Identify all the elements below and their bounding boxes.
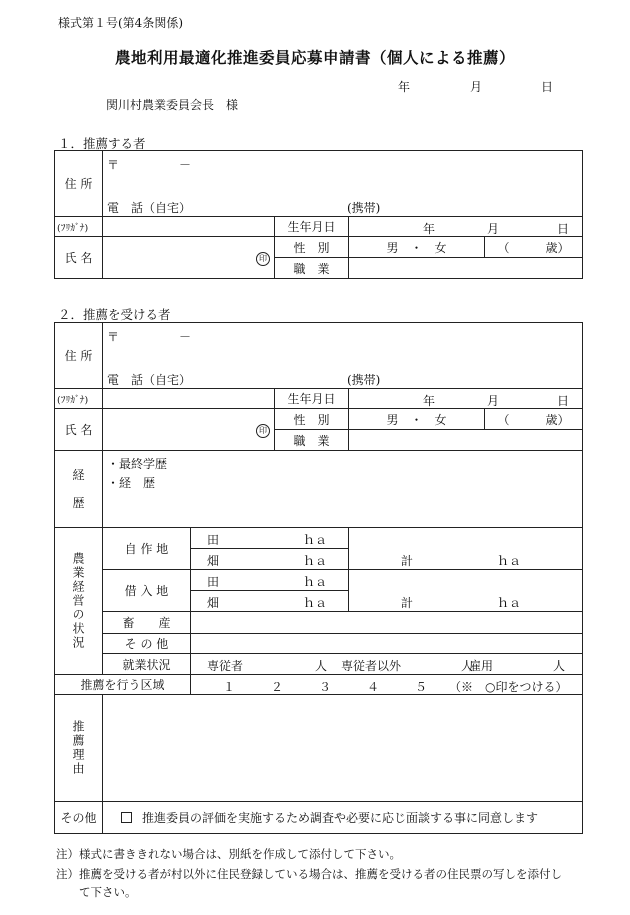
livestock-field[interactable]: [191, 612, 583, 634]
date-month: 月: [470, 80, 483, 94]
area-field[interactable]: [191, 675, 583, 695]
rented-field-row[interactable]: [191, 591, 349, 612]
career-education: ・最終学歴: [107, 457, 168, 471]
occupation-field[interactable]: [349, 258, 583, 279]
rented-field-label: 畑: [207, 596, 220, 610]
own-paddy-label: 田: [207, 533, 220, 547]
nominee-birth-year: 年: [423, 394, 436, 408]
sex-label: 性 別: [275, 237, 349, 258]
name-label: 氏 名: [55, 237, 103, 279]
employment-hired: 雇用 人: [469, 659, 566, 673]
nominee-birth-month: 月: [487, 394, 500, 408]
postal-field[interactable]: 〒 －: [103, 151, 583, 178]
phone-field[interactable]: [103, 199, 583, 217]
rented-field-unit: ｈａ: [303, 596, 328, 610]
rented-land-label: 借 入 地: [103, 570, 191, 612]
birth-year: 年: [423, 222, 436, 236]
section2-heading: ２．推薦を受ける者: [58, 307, 171, 322]
farm-status-label-cell: [55, 528, 103, 675]
furigana-label: (ﾌﾘｶﾞﾅ): [55, 217, 103, 237]
nominee-name-field[interactable]: [103, 409, 275, 451]
address-field[interactable]: [103, 178, 583, 199]
consent-text: 推進委員の評価を実施するため調査や必要に応じ面談する事に同意します: [142, 811, 539, 825]
age-field[interactable]: （ 歳）: [485, 237, 583, 258]
nominee-furigana-label: (ﾌﾘｶﾞﾅ): [55, 389, 103, 409]
birth-month: 月: [487, 222, 500, 236]
own-total-field[interactable]: [349, 528, 583, 570]
section1-heading: １．推薦する者: [58, 136, 146, 151]
other-label: その他: [55, 802, 103, 834]
nominee-phone-field[interactable]: [103, 371, 583, 389]
career-field[interactable]: [103, 451, 583, 528]
page-title: 農地利用最適化推進委員応募申請書（個人による推薦）: [114, 48, 515, 67]
nominee-name-label: 氏 名: [55, 409, 103, 451]
other-farm-field[interactable]: [191, 634, 583, 654]
own-total-label: 計: [401, 554, 414, 568]
area-options[interactable]: １ ２ ３ ４ ５: [223, 680, 428, 694]
employment-field[interactable]: [191, 654, 583, 675]
name-field[interactable]: [103, 237, 275, 279]
nominee-occupation-label: 職 業: [275, 430, 349, 451]
nominee-address-field[interactable]: [103, 350, 583, 371]
rented-total-unit: ｈａ: [497, 596, 522, 610]
nominee-phone-mobile-label: (携帯): [347, 372, 381, 387]
nominee-birth-day: 日: [557, 394, 570, 408]
rented-paddy-label: 田: [207, 575, 220, 589]
note-2-continued: て下さい。: [56, 885, 137, 899]
seal-mark: 印: [256, 252, 270, 266]
farm-status-label: 農業経営の状況: [71, 552, 85, 650]
reason-label-cell: [55, 695, 103, 802]
own-paddy-row[interactable]: [191, 528, 349, 549]
nominee-sex-label: 性 別: [275, 409, 349, 430]
furigana-field[interactable]: [103, 217, 275, 237]
reason-label: 推薦理由: [71, 720, 85, 776]
birth-day: 日: [557, 222, 570, 236]
sex-field[interactable]: 男 ・ 女: [349, 237, 485, 258]
other-farm-label: そ の 他: [103, 634, 191, 654]
rented-paddy-unit: ｈａ: [303, 575, 328, 589]
birthdate-label: 生年月日: [275, 217, 349, 237]
employment-label: 就業状況: [103, 654, 191, 675]
career-history: ・経 歴: [107, 476, 156, 490]
own-paddy-unit: ｈａ: [303, 533, 328, 547]
area-label: 推薦を行う区域: [55, 675, 191, 695]
nominee-age-field[interactable]: （ 歳）: [485, 409, 583, 430]
phone-home-label: 電 話（自宅）: [107, 200, 192, 215]
nominee-sex-field[interactable]: 男 ・ 女: [349, 409, 485, 430]
own-field-label: 畑: [207, 554, 220, 568]
nominee-address-label: 住 所: [55, 323, 103, 389]
note-1: 注）様式に書ききれない場合は、別紙を作成して添付して下さい。: [56, 847, 401, 861]
date-year: 年: [398, 80, 411, 94]
own-field-unit: ｈａ: [303, 554, 328, 568]
nominee-table: [54, 322, 583, 834]
address-label: 住 所: [55, 151, 103, 217]
livestock-label: 畜 産: [103, 612, 191, 634]
own-total-unit: ｈａ: [497, 554, 522, 568]
employment-other: 専従者以外 人: [341, 659, 474, 673]
nominee-furigana-field[interactable]: [103, 389, 275, 409]
nominee-birthdate-label: 生年月日: [275, 389, 349, 409]
career-label: 経 歴: [55, 451, 103, 528]
birthdate-field[interactable]: [349, 217, 583, 237]
own-field-row[interactable]: [191, 549, 349, 570]
occupation-label: 職 業: [275, 258, 349, 279]
nominee-postal-field[interactable]: 〒 －: [103, 323, 583, 350]
own-land-label: 自 作 地: [103, 528, 191, 570]
consent-field[interactable]: [103, 802, 583, 834]
rented-total-label: 計: [401, 596, 414, 610]
form-number: 様式第１号(第4条関係): [58, 16, 183, 30]
addressee: 関川村農業委員会長 様: [106, 98, 239, 112]
reason-field[interactable]: [103, 695, 583, 802]
date-day: 日: [541, 80, 554, 94]
note-2: 注）推薦を受ける者が村以外に住民登録している場合は、推薦を受ける者の住民票の写しを添付し: [56, 867, 562, 881]
nominee-phone-home-label: 電 話（自宅）: [107, 372, 192, 387]
rented-paddy-row[interactable]: [191, 570, 349, 591]
recommender-table: [54, 150, 583, 279]
nominee-seal-mark: 印: [256, 424, 270, 438]
nominee-occupation-field[interactable]: [349, 430, 583, 451]
consent-checkbox[interactable]: [121, 812, 132, 823]
phone-mobile-label: (携帯): [347, 200, 381, 215]
nominee-birthdate-field[interactable]: [349, 389, 583, 409]
employment-full: 専従者 人: [207, 659, 328, 673]
area-note: （※ ○印をつける）: [449, 680, 568, 694]
rented-total-field[interactable]: [349, 570, 583, 612]
